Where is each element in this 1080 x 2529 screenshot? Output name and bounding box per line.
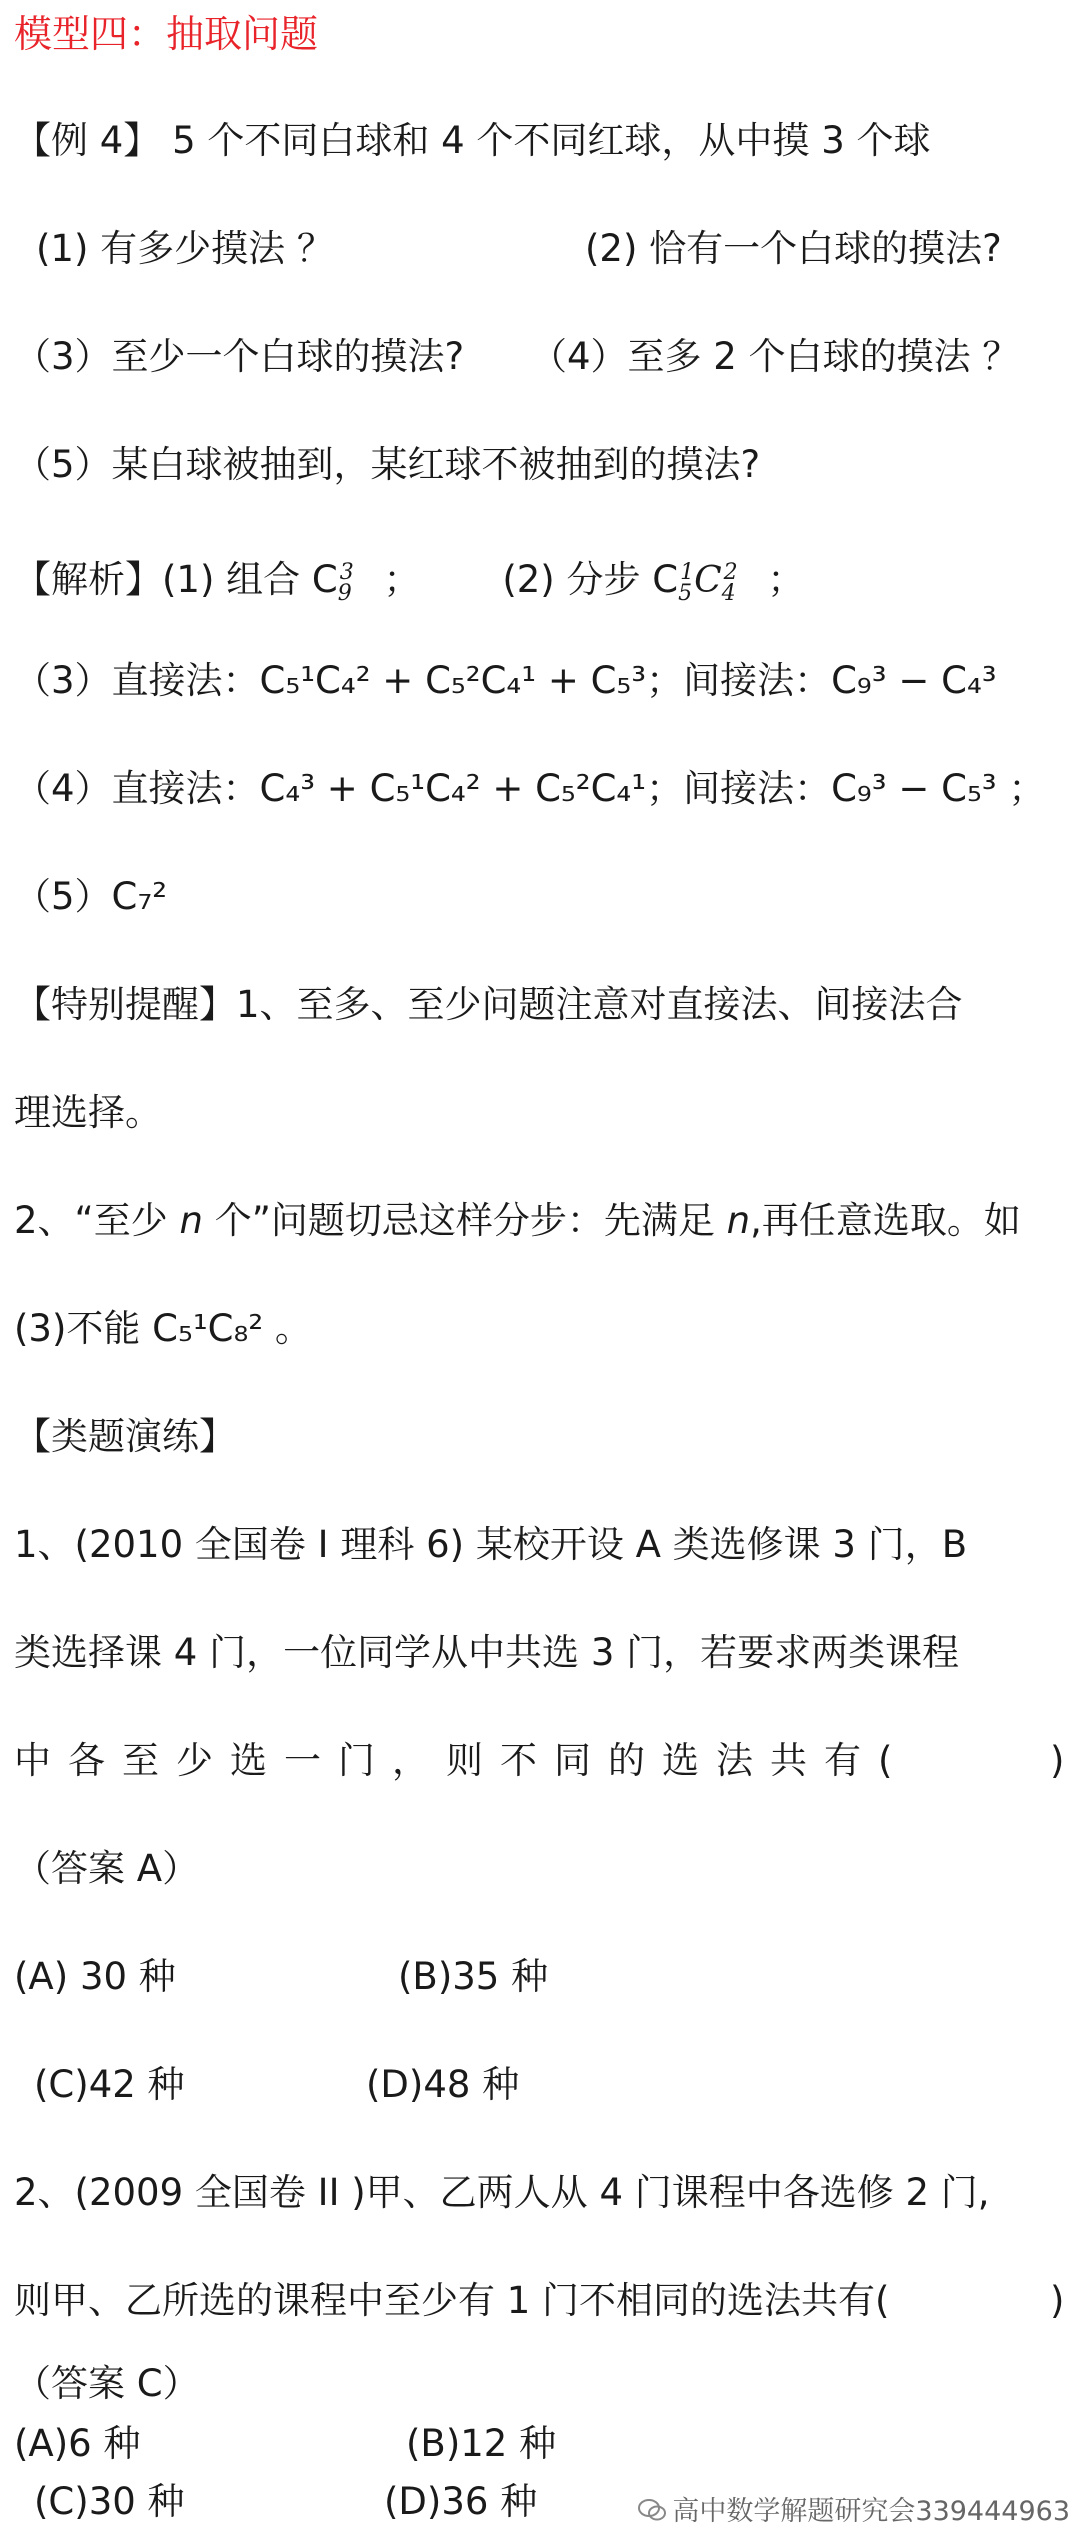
practice-p2-option-b: (B)12 种: [406, 2422, 557, 2465]
example-q3: （3）至少一个白球的摸法?: [14, 335, 465, 378]
watermark: [638, 2496, 1070, 2529]
example-q5: （5）某白球被抽到，某红球不被抽到的摸法?: [14, 443, 761, 486]
practice-header: 【类题演练】: [14, 1415, 236, 1458]
reminder-n: n: [179, 1199, 203, 1242]
reminder-line3-a: 2、“至少: [14, 1199, 180, 1242]
reminder-line2: 理选择。: [14, 1091, 162, 1134]
example-q2: (2) 恰有一个白球的摸法?: [585, 227, 1002, 270]
practice-p2-option-a: (A)6 种: [14, 2422, 141, 2465]
practice-p2-line1: 2、(2009 全国卷 II )甲、乙两人从 4 门课程中各选修 2 门,: [14, 2171, 990, 2214]
analysis-line5: （5）C₇²: [14, 875, 168, 918]
reminder-n2: n: [726, 1199, 751, 1242]
analysis-line1: 【解析】(1) 组合 $C_9^3$ ； (2) 分步 $C_5^1C_4^2$ ；: [14, 558, 805, 607]
practice-p2-answer: （答案 C）: [14, 2362, 200, 2405]
analysis-part1: 【解析】(1) 组合 C: [14, 558, 338, 601]
practice-p2-option-c: (C)30 种: [34, 2480, 185, 2523]
practice-p1-line3: 中各至少选一门，则不同的选法共有(: [14, 1739, 910, 1782]
practice-p1-line1: 1、(2010 全国卷 I 理科 6) 某校开设 A 类选修课 3 门，B: [14, 1523, 968, 1566]
reminder-line1: 【特别提醒】1、至多、至少问题注意对直接法、间接法合: [14, 983, 963, 1026]
practice-p1-line2: 类选择课 4 门，一位同学从中共选 3 门，若要求两类课程: [14, 1631, 960, 1674]
reminder-line3: [14, 1197, 1021, 1245]
watermark-text: 高中数学解题研究会339444963: [672, 2496, 1070, 2527]
analysis-c51c42: $_5^1C_4^2$: [678, 560, 738, 607]
practice-p2-option-d: (D)36 种: [384, 2480, 538, 2523]
practice-p1-answer: （答案 A）: [14, 1847, 200, 1890]
practice-p1-line3-end: ): [1050, 1739, 1065, 1782]
example-q1: (1) 有多少摸法 ？: [36, 227, 334, 270]
example-header: 【例 4】 5 个不同白球和 4 个不同红球，从中摸 3 个球: [14, 119, 931, 162]
analysis-line3: （3）直接法：C₅¹C₄² + C₅²C₄¹ + C₅³；间接法：C₉³ − C₄³: [14, 659, 997, 702]
analysis-line4: （4）直接法：C₄³ + C₅¹C₄² + C₅²C₄¹；间接法：C₉³ − C₅³ ；: [14, 767, 1046, 810]
practice-p1-option-c: (C)42 种: [34, 2063, 185, 2106]
practice-p1-option-d: (D)48 种: [366, 2063, 520, 2106]
analysis-c93: $_9^3$: [337, 560, 354, 607]
reminder-line3-c: ,再任意选取。如: [750, 1199, 1021, 1242]
page-title: 模型四：抽取问题: [14, 12, 319, 56]
practice-p1-option-a: (A) 30 种: [14, 1955, 176, 1998]
practice-p2-line2: 则甲、乙所选的课程中至少有 1 门不相同的选法共有(: [14, 2279, 890, 2322]
analysis-part2: (2) 分步 C: [502, 558, 679, 601]
reminder-line4: (3)不能 C₅¹C₈² 。: [14, 1307, 312, 1350]
example-q4: （4）至多 2 个白球的摸法 ？: [530, 335, 1020, 378]
practice-p1-option-b: (B)35 种: [398, 1955, 549, 1998]
reminder-line3-b: 个”问题切忌这样分步：先满足: [202, 1199, 727, 1242]
wechat-icon: [638, 2497, 666, 2529]
practice-p2-line2-end: ): [1050, 2279, 1065, 2322]
